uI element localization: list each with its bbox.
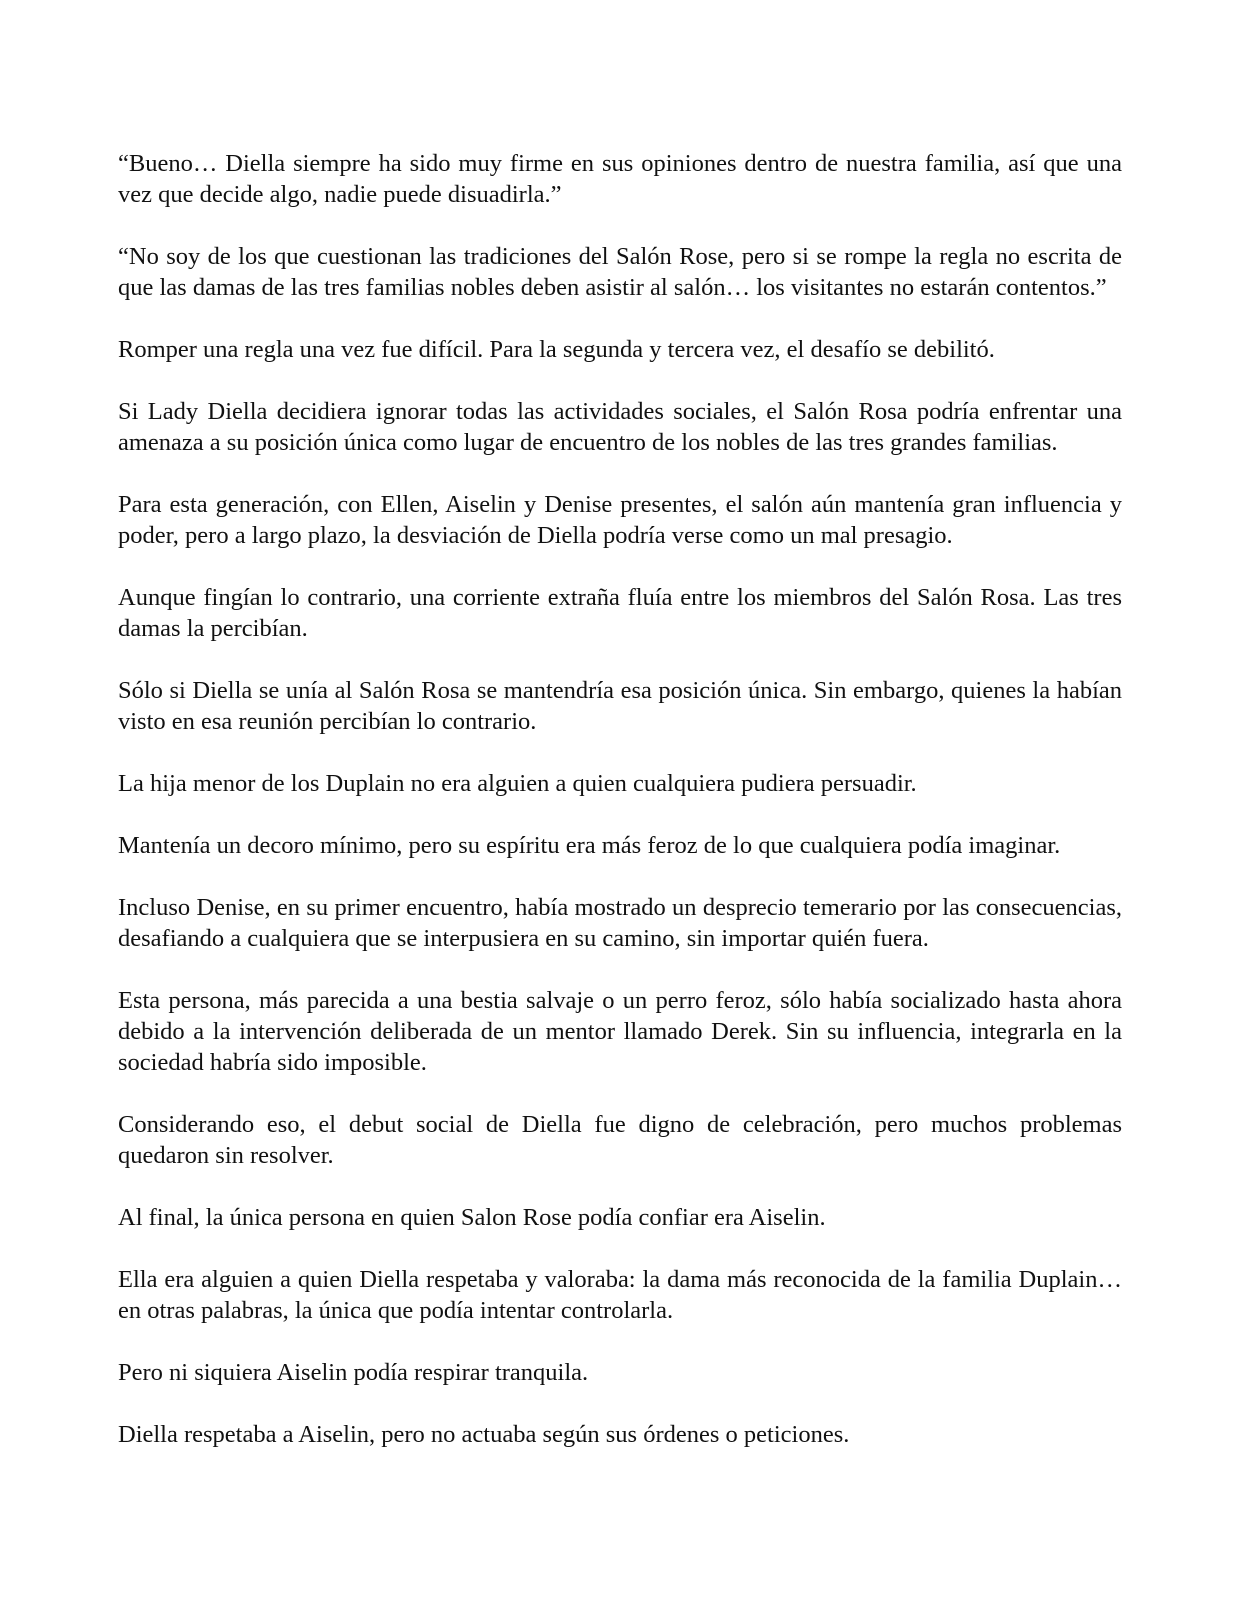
paragraph: “Bueno… Diella siempre ha sido muy firme en sus opiniones dentro de nuestra familia, así que una vez que decide algo, nadie puede disuadirla.” [118, 150, 1122, 208]
paragraph: Sólo si Diella se unía al Salón Rosa se mantendría esa posición única. Sin embargo, quienes la habían visto en esa reunión percibían lo contrario. [118, 677, 1122, 735]
paragraph: Romper una regla una vez fue difícil. Para la segunda y tercera vez, el desafío se debilitó. [118, 336, 995, 363]
paragraph: La hija menor de los Duplain no era alguien a quien cualquiera pudiera persuadir. [118, 770, 917, 797]
paragraph: Ella era alguien a quien Diella respetaba y valoraba: la dama más reconocida de la familia Duplain… en otras palabras, la única que podía intentar controlarla. [118, 1266, 1122, 1324]
paragraph: Al final, la única persona en quien Salon Rose podía confiar era Aiselin. [118, 1204, 826, 1231]
paragraph: Aunque fingían lo contrario, una corriente extraña fluía entre los miembros del Salón Rosa. Las tres damas la percibían. [118, 584, 1122, 642]
paragraph: Diella respetaba a Aiselin, pero no actuaba según sus órdenes o peticiones. [118, 1421, 850, 1448]
paragraph: Para esta generación, con Ellen, Aiselin y Denise presentes, el salón aún mantenía gran influencia y poder, pero a largo plazo, la desviación de Diella podría verse como un mal presagio. [118, 491, 1122, 549]
paragraph: Si Lady Diella decidiera ignorar todas las actividades sociales, el Salón Rosa podría enfrentar una amenaza a su posición única como lugar de encuentro de los nobles de las tres grandes familias. [118, 398, 1122, 456]
paragraph: Pero ni siquiera Aiselin podía respirar tranquila. [118, 1359, 589, 1386]
document-page [118, 148, 1122, 1450]
paragraph: Mantenía un decoro mínimo, pero su espíritu era más feroz de lo que cualquiera podía imaginar. [118, 832, 1061, 859]
paragraph: Esta persona, más parecida a una bestia salvaje o un perro feroz, sólo había socializado hasta ahora debido a la intervención deliberada de un mentor llamado Derek. Sin su influencia, integrarla en la sociedad habría sido imposible. [118, 987, 1122, 1076]
paragraph: “No soy de los que cuestionan las tradiciones del Salón Rose, pero si se rompe la regla no escrita de que las damas de las tres familias nobles deben asistir al salón… los visitantes no estarán contentos.” [118, 243, 1122, 301]
paragraph: Incluso Denise, en su primer encuentro, había mostrado un desprecio temerario por las consecuencias, desafiando a cualquiera que se interpusiera en su camino, sin importar quién fuera. [118, 894, 1122, 952]
paragraph: Considerando eso, el debut social de Diella fue digno de celebración, pero muchos problemas quedaron sin resolver. [118, 1111, 1122, 1169]
